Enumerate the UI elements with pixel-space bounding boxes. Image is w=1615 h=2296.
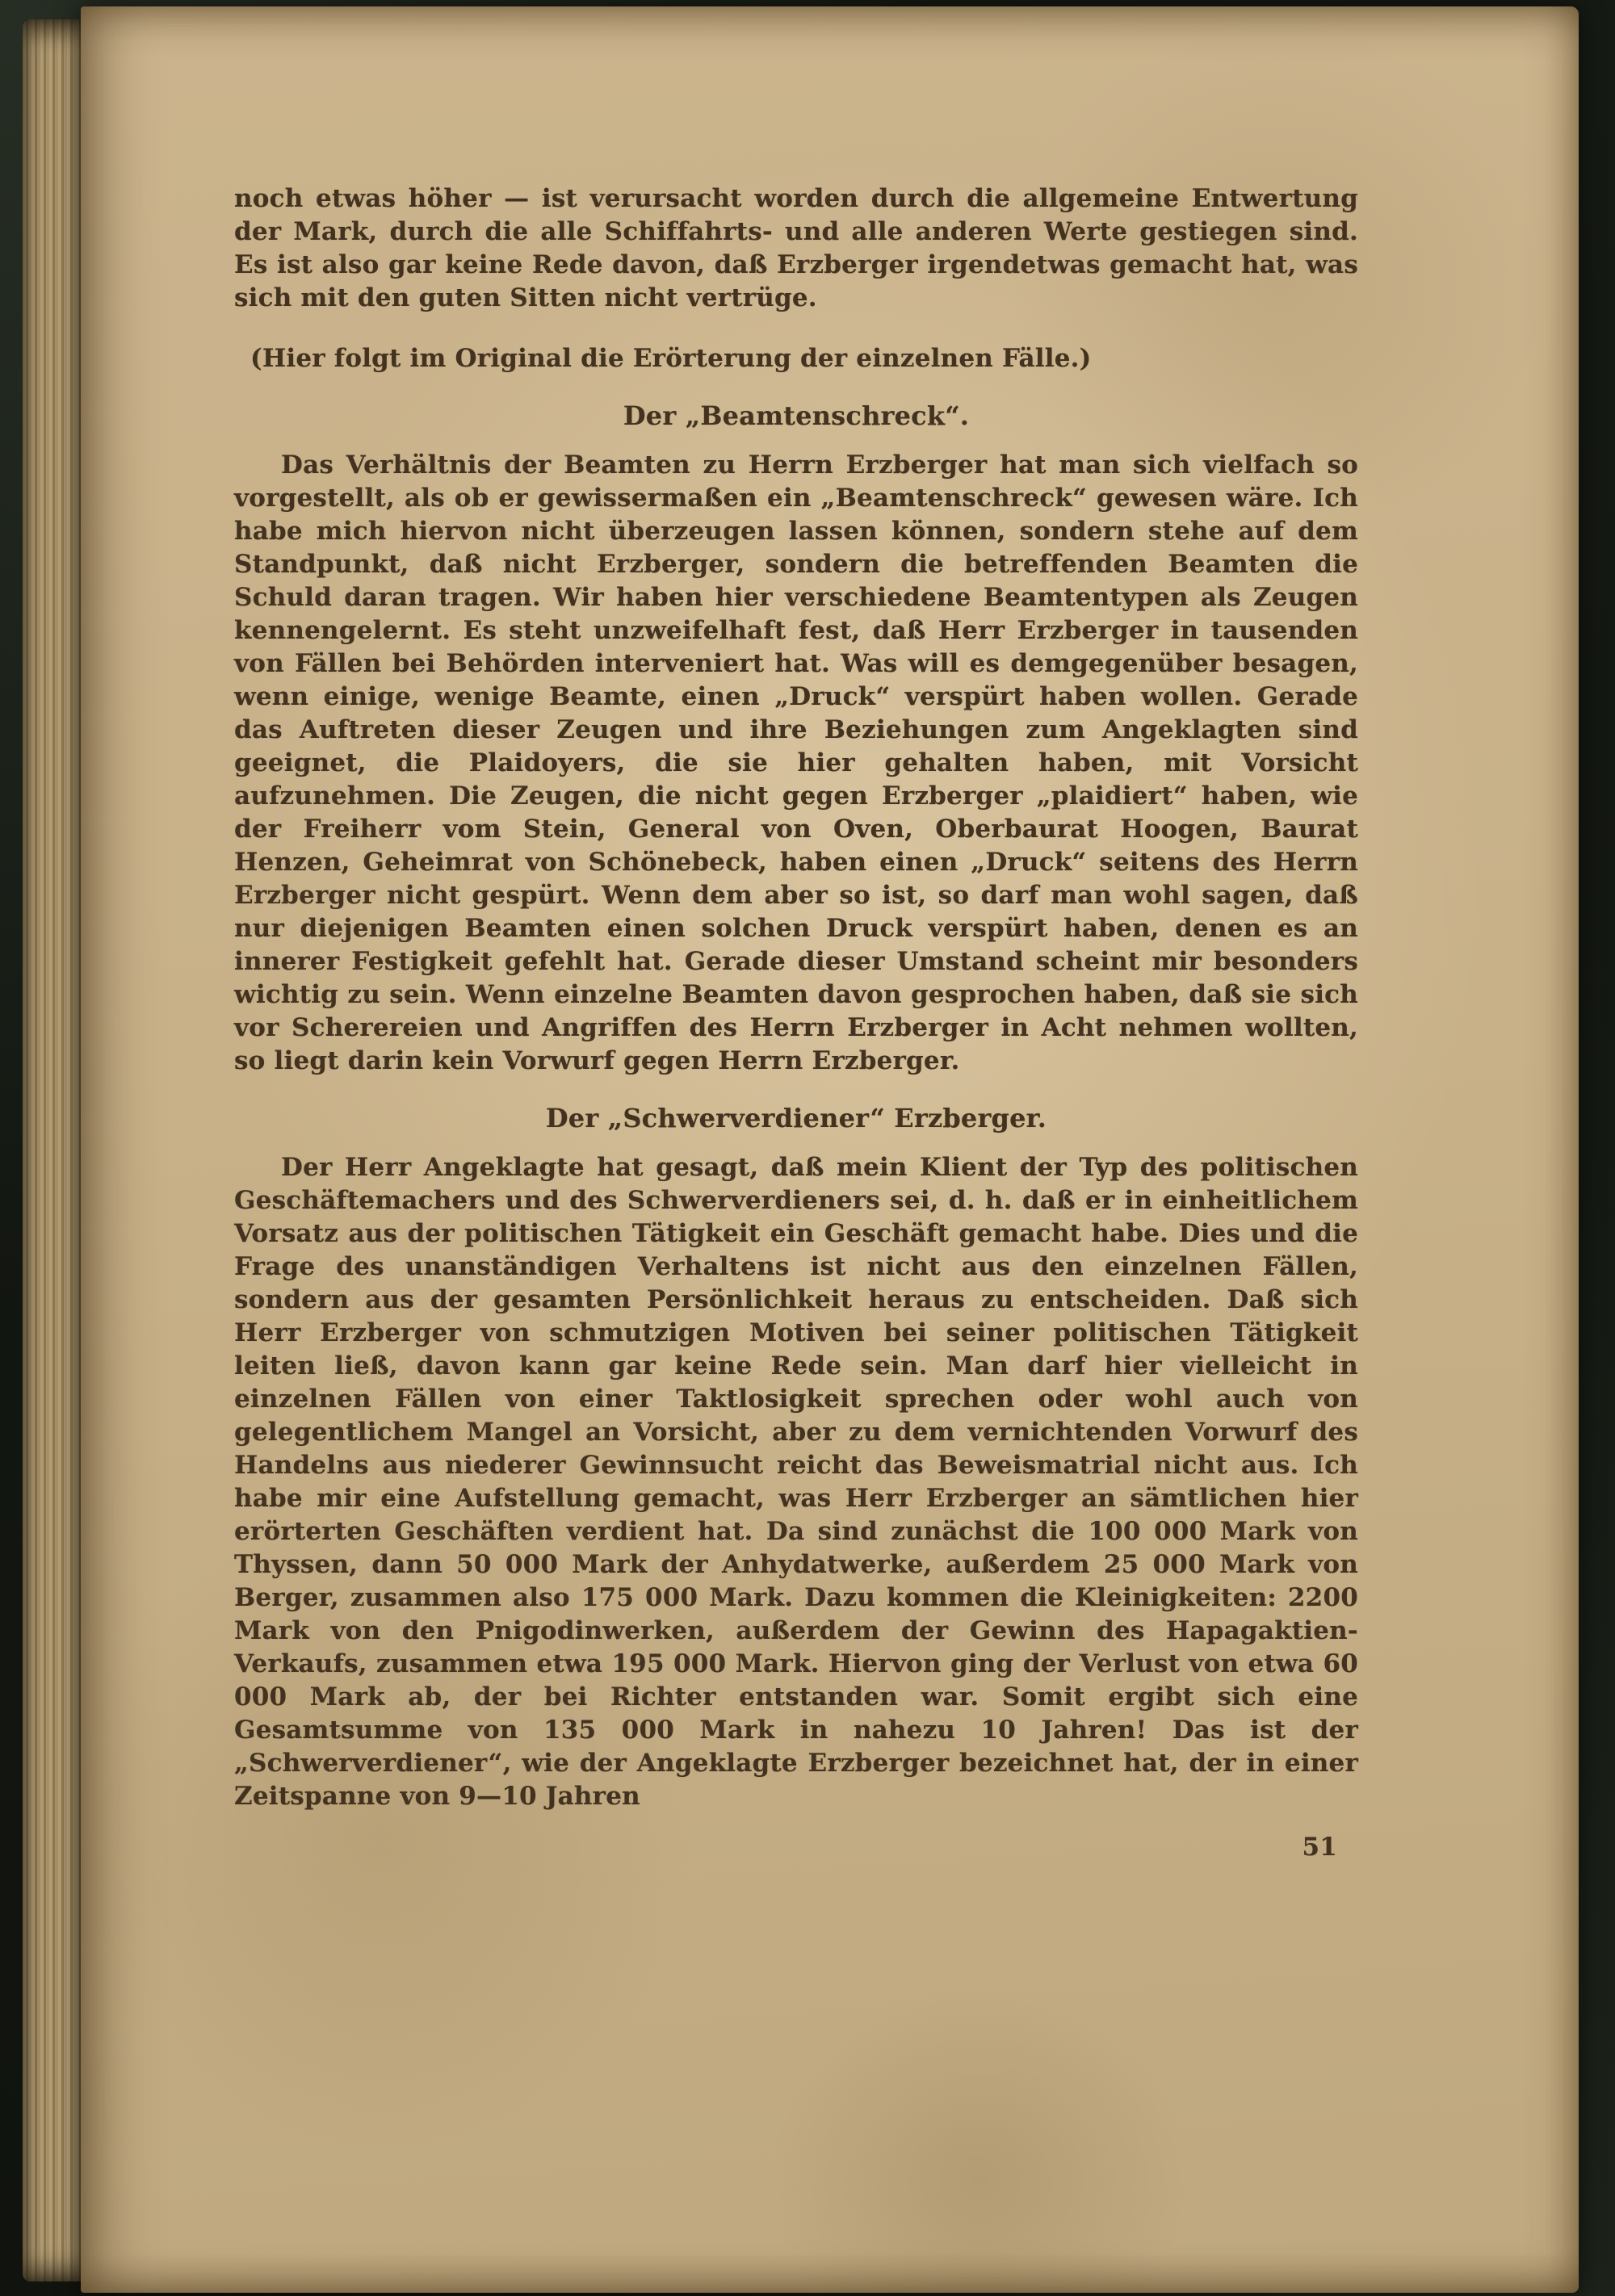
editorial-note: (Hier folgt im Original die Erörterung der einzelnen Fälle.) <box>250 344 1092 373</box>
page-text-block <box>234 182 1358 1864</box>
book-page <box>81 6 1579 2293</box>
section-heading-beamtenschreck: Der „Beamtenschreck“. <box>623 400 970 431</box>
page-number: 51 <box>1302 1833 1337 1862</box>
section-heading-schwerverdiener: Der „Schwerverdiener“ Erzberger. <box>545 1103 1047 1133</box>
paragraph-continuation: noch etwas höher — ist verursacht worden durch die allgemeine Entwertung der Mark, durch die alle Schiffahrts- und alle anderen Werte gestiegen sind. Es ist also gar keine Rede davon, daß Erzberger irgendetwas gemacht hat, was sich mit den guten Sitten nicht vertrüge. <box>234 184 1358 312</box>
section-body-beamtenschreck: Das Verhältnis der Beamten zu Herrn Erzberger hat man sich vielfach so vorgestellt, als ob er gewissermaßen ein „Beamtenschreck“ gewesen wäre. Ich habe mich hiervon nicht überzeugen lassen können, sondern stehe auf dem Standpunkt, daß nicht Erzberger, sondern die betreffenden Beamten die Schuld daran tragen. Wir haben hier verschiedene Beamtentypen als Zeugen kennengelernt. Es steht unzweifelhaft fest, daß Herr Erzberger in tausenden von Fällen bei Behörden interveniert hat. Was will es demgegenüber besagen, wenn einige, wenige Beamte, einen „Druck“ verspürt haben wollen. Gerade das Auftreten dieser Zeugen und ihre Beziehungen zum Angeklagten sind geeignet, die Plaidoyers, die sie hier gehalten haben, mit Vorsicht aufzunehmen. Die Zeugen, die nicht gegen Erzberger „plaidiert“ haben, wie der Freiherr vom Stein, General von Oven, Oberbaurat Hoogen, Baurat Henzen, Geheimrat von Schönebeck, haben einen „Druck“ seitens des Herrn Erzberger nicht gespürt. Wenn dem aber so ist, so darf man wohl sagen, daß nur diejenigen Beamten einen solchen Druck verspürt haben, denen es an innerer Festigkeit gefehlt hat. Gerade dieser Umstand scheint mir besonders wichtig zu sein. Wenn einzelne Beamten davon gesprochen haben, daß sie sich vor Scherereien und Angriffen des Herrn Erzberger in Acht nehmen wollten, so liegt darin kein Vorwurf gegen Herrn Erzberger. <box>234 450 1358 1075</box>
section-body-schwerverdiener: Der Herr Angeklagte hat gesagt, daß mein Klient der Typ des politischen Geschäftemachers und des Schwerverdieners sei, d. h. daß er in einheitlichem Vorsatz aus der politischen Tätigkeit ein Geschäft gemacht habe. Dies und die Frage des unanständigen Verhaltens ist nicht aus den einzelnen Fällen, sondern aus der gesamten Persönlichkeit heraus zu entscheiden. Daß sich Herr Erzberger von schmutzigen Motiven bei seiner politischen Tätigkeit leiten ließ, davon kann gar keine Rede sein. Man darf hier vielleicht in einzelnen Fällen von einer Taktlosigkeit sprechen oder wohl auch von gelegentlichem Mangel an Vorsicht, aber zu dem vernichtenden Vorwurf des Handelns aus niederer Gewinnsucht reicht das Beweismatrial nicht aus. Ich habe mir eine Aufstellung gemacht, was Herr Erzberger an sämtlichen hier erörterten Geschäften verdient hat. Da sind zunächst die 100 000 Mark von Thyssen, dann 50 000 Mark der Anhydatwerke, außerdem 25 000 Mark von Berger, zusammen also 175 000 Mark. Dazu kommen die Kleinigkeiten: 2200 Mark von den Pnigodinwerken, außerdem der Gewinn des Hapagaktien-Verkaufs, zusammen etwa 195 000 Mark. Hiervon ging der Verlust von etwa 60 000 Mark ab, der bei Richter entstanden war. Somit ergibt sich eine Gesamtsumme von 135 000 Mark in nahezu 10 Jahren! Das ist der „Schwerverdiener“, wie der Angeklagte Erzberger bezeichnet hat, der in einer Zeitspanne von 9—10 Jahren <box>234 1153 1358 1811</box>
